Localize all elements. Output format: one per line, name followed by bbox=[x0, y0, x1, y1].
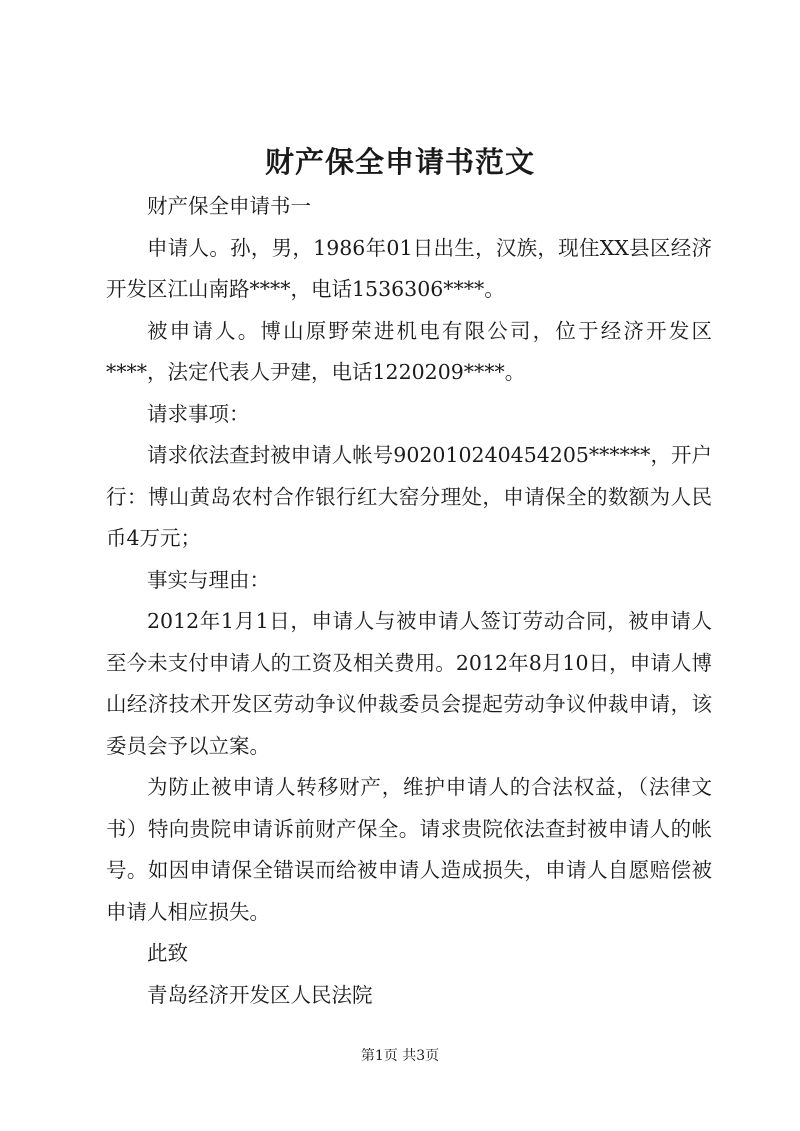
paragraph-respondent: 被申请人。博山原野荣进机电有限公司，位于经济开发区****，法定代表人尹建，电话1220209****。 bbox=[106, 318, 712, 384]
paragraph-court: 青岛经济开发区人民法院 bbox=[147, 982, 373, 1007]
paragraph-applicant: 申请人。孙，男，1986年01日出生，汉族，现住XX县区经济开发区江山南路****，电话1536306****。 bbox=[106, 235, 712, 301]
paragraph-purpose: 为防止被申请人转移财产，维护申请人的合法权益，（法律文书）特向贵院申请诉前财产保全。请求贵院依法查封被申请人的帐号。如因申请保全错误而给被申请人造成损失，申请人自愿赔偿被申请人相应损失。 bbox=[106, 775, 712, 924]
paragraph-facts-heading: 事实与理由： bbox=[147, 567, 270, 592]
page-number: 第1页 共3页 bbox=[360, 1048, 440, 1064]
paragraph-request: 请求依法查封被申请人帐号902010240454205******，开户行：博山黄岛农村合作银行红大窑分理处，申请保全的数额为人民币4万元； bbox=[106, 443, 712, 550]
document-body bbox=[106, 186, 712, 1016]
document-title: 财产保全申请书范文 bbox=[264, 145, 535, 179]
paragraph-facts: 2012年1月1日，申请人与被申请人签订劳动合同，被申请人至今未支付申请人的工资及相关费用。2012年8月10日，申请人博山经济技术开发区劳动争议仲裁委员会提起劳动争议仲裁申请，该委员会予以立案。 bbox=[106, 609, 712, 758]
paragraph-heading-sample: 财产保全申请书一 bbox=[147, 194, 311, 218]
paragraph-request-heading: 请求事项： bbox=[147, 401, 250, 426]
paragraph-salutation: 此致 bbox=[147, 941, 188, 965]
